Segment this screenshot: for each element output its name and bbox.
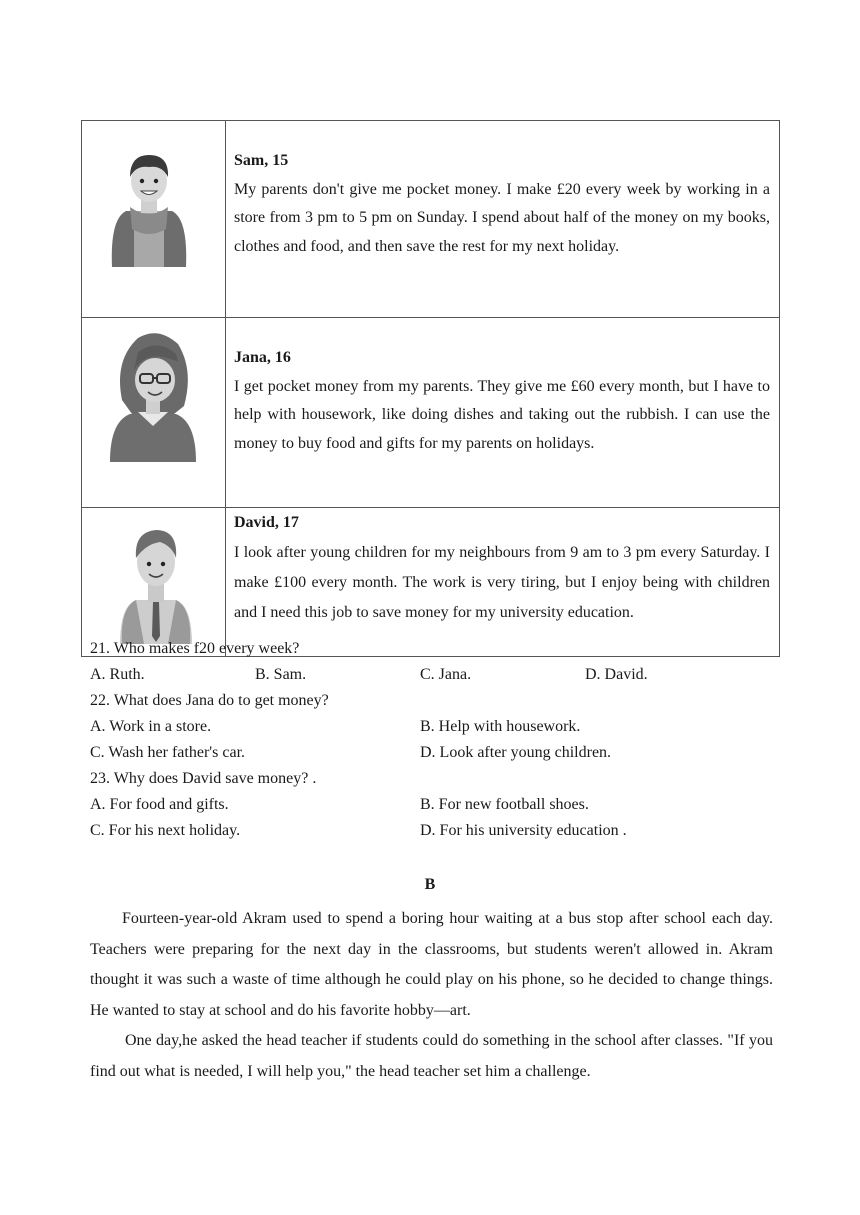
profile-row: [82, 318, 780, 508]
profile-bio: I get pocket money from my parents. They give me £60 every month, but I have to help with housework, like doing dishes and taking out the rubbish. I can use the money to buy food and gifts for my parents on holidays.: [234, 377, 770, 452]
boy-with-scarf-avatar-icon: [104, 149, 194, 269]
option-a[interactable]: A. Ruth.: [90, 666, 145, 683]
profile-text-cell: [226, 121, 780, 318]
option-c[interactable]: C. Jana.: [420, 666, 472, 683]
question-stem: 22. What does Jana do to get money?: [90, 692, 329, 709]
profile-text-cell: [226, 508, 780, 657]
profile-name: Jana, 16: [234, 349, 291, 366]
profile-name: David, 17: [234, 514, 299, 531]
option-c[interactable]: C. Wash her father's car.: [90, 744, 246, 761]
option-b[interactable]: B. Sam.: [255, 666, 307, 683]
question-options: [90, 792, 790, 818]
option-b[interactable]: B. Help with housework.: [420, 718, 581, 735]
option-a[interactable]: A. For food and gifts.: [90, 796, 229, 813]
question-stem: 23. Why does David save money? .: [90, 770, 317, 787]
section-title: B: [424, 876, 436, 893]
passage-paragraph: One day,he asked the head teacher if students could do something in the school after classes. "If you find out what is needed, I will help you," the head teacher set him a challenge.: [90, 1032, 773, 1080]
profile-picture-cell: [82, 508, 226, 657]
boy-with-tie-avatar-icon: [116, 524, 196, 646]
girl-with-glasses-avatar-icon: [108, 330, 198, 465]
question-options: [90, 740, 790, 766]
profile-name: Sam, 15: [234, 152, 289, 169]
profile-bio: My parents don't give me pocket money. I make £20 every week by working in a store from 3 pm to 5 pm on Sunday. I spend about half of the money on my books, clothes and food, and then save the rest for my next holiday.: [234, 180, 770, 255]
option-a[interactable]: A. Work in a store.: [90, 718, 212, 735]
question-options: [90, 818, 790, 844]
question-options: [90, 714, 790, 740]
profiles-table: [81, 120, 780, 657]
profile-picture-cell: [82, 121, 226, 318]
question-options: [90, 662, 790, 688]
question-stem: 21. Who makes f20 every week?: [90, 640, 300, 657]
option-d[interactable]: D. David.: [585, 666, 648, 683]
profile-row: [82, 121, 780, 318]
profile-bio: I look after young children for my neighbours from 9 am to 3 pm every Saturday. I make £100 every month. The work is very tiring, but I enjoy being with children and I need this job to save money for my university education.: [234, 544, 770, 621]
option-b[interactable]: B. For new football shoes.: [420, 796, 589, 813]
profile-text-cell: [226, 318, 780, 508]
profile-row: [82, 508, 780, 657]
profile-picture-cell: [82, 318, 226, 508]
option-c[interactable]: C. For his next holiday.: [90, 822, 241, 839]
questions-section: [90, 636, 790, 844]
reading-passage: [90, 904, 773, 1087]
passage-paragraph: Fourteen-year-old Akram used to spend a boring hour waiting at a bus stop after school each day. Teachers were preparing for the next day in the classrooms, but students weren't allowed in. Akram thought it was such a waste of time although he could play on his phone, so he decided to change things. He wanted to stay at school and do his favorite hobby—art.: [90, 910, 773, 1019]
option-d[interactable]: D. Look after young children.: [420, 744, 612, 761]
option-d[interactable]: D. For his university education .: [420, 822, 627, 839]
